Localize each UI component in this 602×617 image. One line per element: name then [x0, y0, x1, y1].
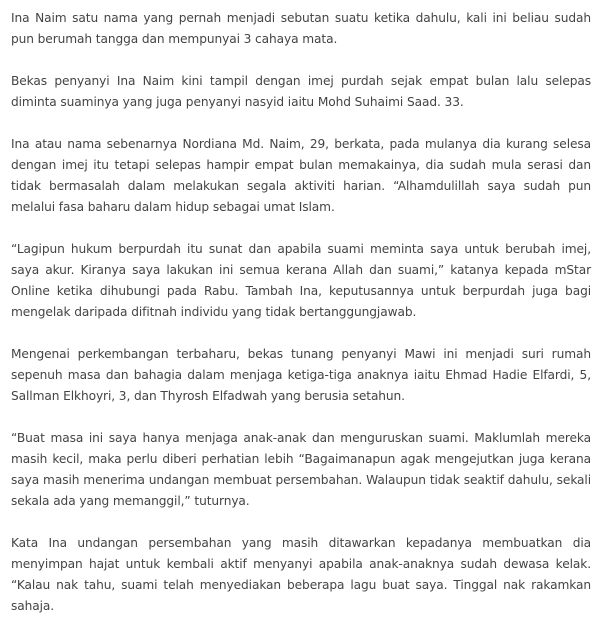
article-paragraph-5: Mengenai perkembangan terbaharu, bekas tunang penyanyi Mawi ini menjadi suri rumah sepenuh masa dan bahagia dalam menjaga ketiga-tiga anaknya iaitu Ehmad Hadie Elfardi, 5, Sallman Elkhoyri, 3, dan Thyrosh Elfadwah yang berusia setahun. — [11, 347, 591, 403]
article-body — [11, 8, 591, 617]
article-paragraph-1: Ina Naim satu nama yang pernah menjadi sebutan suatu ketika dahulu, kali ini beliau sudah pun berumah tangga dan mempunyai 3 cahaya mata. — [11, 11, 591, 46]
article-paragraph-6: “Buat masa ini saya hanya menjaga anak-anak dan menguruskan suami. Maklumlah mereka masih kecil, maka perlu diberi perhatian lebih “Bagaimanapun agak mengejutkan juga kerana saya masih menerima undangan membuat persembahan. Walaupun tidak seaktif dahulu, sekali sekala ada yang memanggil,” tuturnya. — [11, 431, 591, 508]
article-paragraph-7: Kata Ina undangan persembahan yang masih ditawarkan kepadanya membuatkan dia menyimpan hajat untuk kembali aktif menyanyi apabila anak-anaknya sudah dewasa kelak. “Kalau nak tahu, suami telah menyediakan beberapa lagu buat saya. Tinggal nak rakamkan sahaja. — [11, 536, 591, 613]
article-paragraph-2: Bekas penyanyi Ina Naim kini tampil dengan imej purdah sejak empat bulan lalu selepas diminta suaminya yang juga penyanyi nasyid iaitu Mohd Suhaimi Saad. 33. — [11, 74, 591, 109]
article-paragraph-4: “Lagipun hukum berpurdah itu sunat dan apabila suami meminta saya untuk berubah imej, saya akur. Kiranya saya lakukan ini semua kerana Allah dan suami,” katanya kepada mStar Online ketika dihubungi pada Rabu. Tambah Ina, keputusannya untuk berpurdah juga bagi mengelak daripada difitnah individu yang tidak bertanggungjawab. — [11, 242, 591, 319]
article-paragraph-3: Ina atau nama sebenarnya Nordiana Md. Naim, 29, berkata, pada mulanya dia kurang selesa dengan imej itu tetapi selepas hampir empat bulan memakainya, dia sudah mula serasi dan tidak bermasalah dalam melakukan segala aktiviti harian. “Alhamdulillah saya sudah pun melalui fasa baharu dalam hidup sebagai umat Islam. — [11, 137, 591, 214]
